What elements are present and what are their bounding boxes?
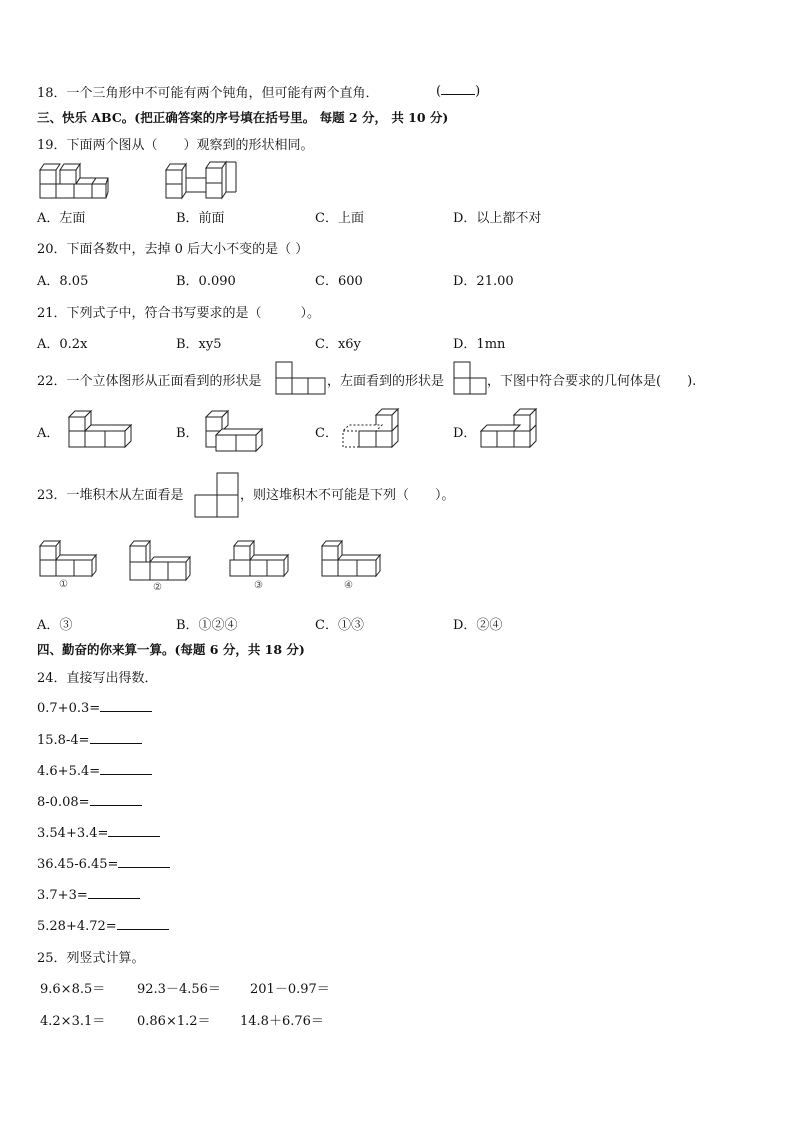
q23-figure-2-label: ② bbox=[153, 582, 162, 593]
q24-item-4[interactable]: 8-0.08= bbox=[37, 793, 142, 810]
q20-option-b[interactable]: B．0.090 bbox=[176, 274, 236, 289]
q23-figure-4 bbox=[320, 538, 384, 582]
q24-item-2[interactable]: 15.8-4= bbox=[37, 731, 142, 748]
q22-option-a-label[interactable]: A． bbox=[37, 426, 60, 441]
q23-option-c[interactable]: C．①③ bbox=[315, 618, 364, 633]
question-22-part-c: ，下图中符合要求的几何体是( ). bbox=[487, 374, 697, 389]
q22-option-d-figure[interactable] bbox=[478, 405, 542, 453]
q19-option-a[interactable]: A．左面 bbox=[37, 211, 86, 226]
q23-option-a[interactable]: A．③ bbox=[37, 618, 73, 633]
q23-figure-4-label: ④ bbox=[344, 580, 353, 591]
q23-figure-3 bbox=[228, 538, 292, 582]
q23-figure-1-label: ① bbox=[59, 579, 68, 590]
q22-option-c-figure[interactable] bbox=[340, 405, 404, 453]
q19-figure-1 bbox=[36, 158, 110, 200]
q25-expr-3: 201－0.97＝ bbox=[250, 982, 330, 997]
q23-figure-1 bbox=[38, 538, 100, 580]
q23-figure-3-label: ③ bbox=[254, 580, 263, 591]
q22-option-a-figure[interactable] bbox=[66, 405, 134, 451]
q25-expr-4: 4.2×3.1＝ bbox=[40, 1014, 106, 1029]
q20-option-c[interactable]: C．600 bbox=[315, 274, 363, 289]
q21-option-a[interactable]: A．0.2x bbox=[37, 337, 88, 352]
section-3-heading: 三、快乐 ABC。(把正确答案的序号填在括号里。 每题 2 分， 共 10 分) bbox=[37, 110, 449, 125]
q20-option-d[interactable]: D．21.00 bbox=[453, 274, 514, 289]
q23-option-d[interactable]: D．②④ bbox=[453, 618, 503, 633]
q23-left-view-shape bbox=[194, 472, 240, 518]
q19-option-d[interactable]: D．以上都不对 bbox=[453, 211, 542, 226]
question-20: 20．下面各数中，去掉 0 后大小不变的是（ ） bbox=[37, 242, 309, 257]
q22-option-b-figure[interactable] bbox=[203, 405, 267, 457]
question-23-part-a: 23．一堆积木从左面看是 bbox=[37, 488, 184, 503]
q22-option-d-label[interactable]: D． bbox=[453, 426, 477, 441]
q24-item-6[interactable]: 36.45-6.45= bbox=[37, 855, 170, 872]
q24-item-5[interactable]: 3.54+3.4= bbox=[37, 824, 160, 841]
question-23-part-b: ，则这堆积木不可能是下列（ ）。 bbox=[240, 488, 455, 503]
q24-item-7[interactable]: 3.7+3= bbox=[37, 886, 140, 903]
q23-figure-2 bbox=[128, 538, 196, 584]
q19-figure-2 bbox=[162, 158, 242, 200]
question-18: 18．一个三角形中不可能有两个钝角，但可能有两个直角． bbox=[37, 86, 379, 101]
q19-option-c[interactable]: C．上面 bbox=[315, 211, 364, 226]
q22-option-b-label[interactable]: B． bbox=[176, 426, 199, 441]
question-22-part-b: ，左面看到的形状是 bbox=[327, 374, 445, 389]
question-25: 25．列竖式计算。 bbox=[37, 951, 145, 966]
section-4-heading: 四、勤奋的你来算一算。(每题 6 分，共 18 分) bbox=[37, 642, 305, 657]
q25-expr-6: 14.8＋6.76＝ bbox=[240, 1014, 324, 1029]
question-24: 24．直接写出得数． bbox=[37, 671, 158, 686]
question-19: 19．下面两个图从（ ）观察到的形状相同。 bbox=[37, 138, 314, 153]
q21-option-d[interactable]: D．1mn bbox=[453, 337, 506, 352]
q22-left-view-shape bbox=[453, 361, 487, 395]
q21-option-b[interactable]: B．xy5 bbox=[176, 337, 222, 352]
q20-option-a[interactable]: A．8.05 bbox=[37, 274, 89, 289]
q25-expr-1: 9.6×8.5＝ bbox=[40, 982, 106, 997]
q25-expr-5: 0.86×1.2＝ bbox=[137, 1014, 211, 1029]
q24-item-3[interactable]: 4.6+5.4= bbox=[37, 762, 152, 779]
question-22-part-a: 22．一个立体图形从正面看到的形状是 bbox=[37, 374, 262, 389]
q19-option-b[interactable]: B．前面 bbox=[176, 211, 225, 226]
q22-option-c-label[interactable]: C． bbox=[315, 426, 338, 441]
q25-expr-2: 92.3－4.56＝ bbox=[137, 982, 221, 997]
q23-option-b[interactable]: B．①②④ bbox=[176, 618, 238, 633]
q24-item-8[interactable]: 5.28+4.72= bbox=[37, 917, 169, 934]
q22-front-view-shape bbox=[275, 361, 327, 395]
answer-blank-18[interactable]: ( ) bbox=[436, 84, 481, 99]
question-21: 21．下列式子中，符合书写要求的是（ ）。 bbox=[37, 306, 321, 321]
q24-item-1[interactable]: 0.7+0.3= bbox=[37, 699, 152, 716]
q21-option-c[interactable]: C．x6y bbox=[315, 337, 361, 352]
